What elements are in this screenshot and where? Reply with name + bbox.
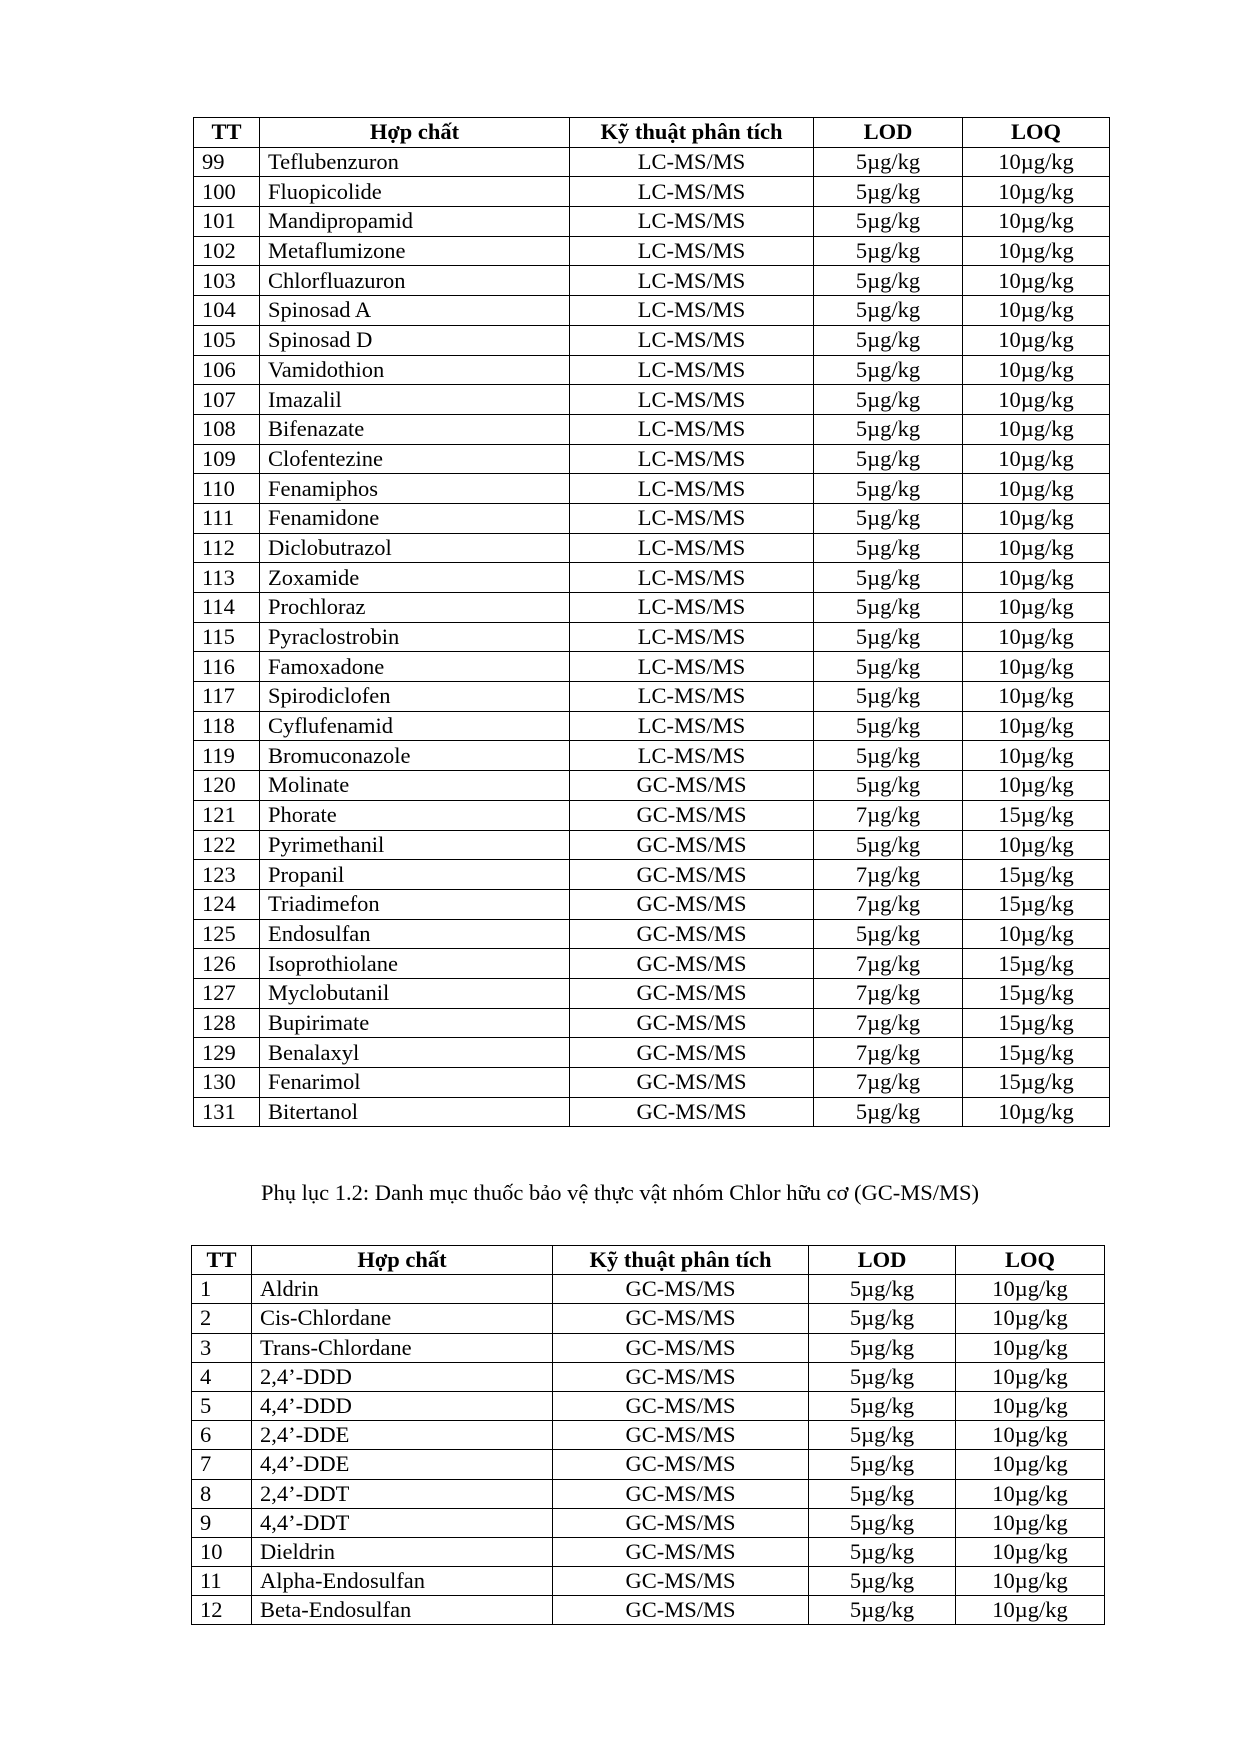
organochlorine-table bbox=[191, 1245, 1105, 1625]
cell-lod: 5µg/kg bbox=[814, 711, 963, 741]
header-lod: LOD bbox=[814, 118, 963, 148]
cell-technique: GC-MS/MS bbox=[553, 1508, 809, 1537]
cell-tt: 10 bbox=[192, 1537, 252, 1566]
cell-compound: Bromuconazole bbox=[260, 741, 570, 771]
table-row bbox=[192, 1567, 1105, 1596]
cell-tt: 128 bbox=[194, 1008, 260, 1038]
cell-lod: 5µg/kg bbox=[814, 266, 963, 296]
cell-technique: LC-MS/MS bbox=[570, 652, 814, 682]
cell-technique: GC-MS/MS bbox=[570, 1038, 814, 1068]
cell-lod: 5µg/kg bbox=[809, 1537, 956, 1566]
cell-loq: 10µg/kg bbox=[963, 266, 1110, 296]
cell-loq: 10µg/kg bbox=[963, 919, 1110, 949]
cell-compound: Prochloraz bbox=[260, 593, 570, 623]
cell-tt: 102 bbox=[194, 236, 260, 266]
table-row bbox=[194, 236, 1110, 266]
table-row bbox=[194, 860, 1110, 890]
cell-compound: Mandipropamid bbox=[260, 207, 570, 237]
cell-technique: LC-MS/MS bbox=[570, 474, 814, 504]
cell-loq: 10µg/kg bbox=[956, 1304, 1105, 1333]
cell-loq: 10µg/kg bbox=[963, 593, 1110, 623]
cell-tt: 126 bbox=[194, 949, 260, 979]
cell-tt: 11 bbox=[192, 1567, 252, 1596]
cell-technique: LC-MS/MS bbox=[570, 741, 814, 771]
cell-loq: 10µg/kg bbox=[963, 414, 1110, 444]
cell-tt: 7 bbox=[192, 1450, 252, 1479]
cell-loq: 10µg/kg bbox=[963, 1097, 1110, 1127]
table-row bbox=[194, 919, 1110, 949]
cell-technique: GC-MS/MS bbox=[570, 771, 814, 801]
cell-compound: Propanil bbox=[260, 860, 570, 890]
cell-loq: 10µg/kg bbox=[963, 682, 1110, 712]
cell-loq: 15µg/kg bbox=[963, 949, 1110, 979]
cell-compound: Teflubenzuron bbox=[260, 147, 570, 177]
cell-loq: 10µg/kg bbox=[963, 771, 1110, 801]
cell-compound: Diclobutrazol bbox=[260, 533, 570, 563]
cell-lod: 5µg/kg bbox=[809, 1333, 956, 1362]
cell-lod: 5µg/kg bbox=[809, 1450, 956, 1479]
table-row bbox=[194, 147, 1110, 177]
cell-lod: 5µg/kg bbox=[814, 355, 963, 385]
cell-lod: 5µg/kg bbox=[814, 652, 963, 682]
cell-compound: Myclobutanil bbox=[260, 978, 570, 1008]
cell-technique: LC-MS/MS bbox=[570, 385, 814, 415]
table-row bbox=[194, 1068, 1110, 1098]
cell-loq: 10µg/kg bbox=[956, 1333, 1105, 1362]
cell-loq: 15µg/kg bbox=[963, 889, 1110, 919]
cell-technique: LC-MS/MS bbox=[570, 147, 814, 177]
cell-lod: 7µg/kg bbox=[814, 1008, 963, 1038]
cell-compound: Bifenazate bbox=[260, 414, 570, 444]
cell-tt: 104 bbox=[194, 296, 260, 326]
table-row bbox=[194, 949, 1110, 979]
table-row bbox=[194, 1008, 1110, 1038]
cell-loq: 10µg/kg bbox=[963, 533, 1110, 563]
table-row bbox=[194, 503, 1110, 533]
cell-tt: 109 bbox=[194, 444, 260, 474]
table-row bbox=[192, 1362, 1105, 1391]
cell-tt: 99 bbox=[194, 147, 260, 177]
cell-loq: 10µg/kg bbox=[963, 741, 1110, 771]
cell-lod: 5µg/kg bbox=[814, 682, 963, 712]
cell-tt: 117 bbox=[194, 682, 260, 712]
table-row bbox=[194, 296, 1110, 326]
cell-lod: 5µg/kg bbox=[814, 919, 963, 949]
cell-tt: 9 bbox=[192, 1508, 252, 1537]
table-row bbox=[194, 414, 1110, 444]
cell-technique: GC-MS/MS bbox=[553, 1421, 809, 1450]
cell-compound: Imazalil bbox=[260, 385, 570, 415]
cell-tt: 3 bbox=[192, 1333, 252, 1362]
cell-lod: 5µg/kg bbox=[809, 1362, 956, 1391]
cell-tt: 107 bbox=[194, 385, 260, 415]
header-technique: Kỹ thuật phân tích bbox=[553, 1246, 809, 1275]
cell-lod: 7µg/kg bbox=[814, 889, 963, 919]
header-compound: Hợp chất bbox=[260, 118, 570, 148]
cell-technique: GC-MS/MS bbox=[570, 1097, 814, 1127]
cell-lod: 5µg/kg bbox=[814, 503, 963, 533]
cell-tt: 114 bbox=[194, 593, 260, 623]
cell-tt: 113 bbox=[194, 563, 260, 593]
cell-lod: 7µg/kg bbox=[814, 1068, 963, 1098]
cell-compound: Fenarimol bbox=[260, 1068, 570, 1098]
cell-tt: 119 bbox=[194, 741, 260, 771]
table-row bbox=[194, 474, 1110, 504]
header-lod: LOD bbox=[809, 1246, 956, 1275]
cell-technique: GC-MS/MS bbox=[553, 1275, 809, 1304]
cell-lod: 5µg/kg bbox=[814, 207, 963, 237]
cell-loq: 10µg/kg bbox=[963, 711, 1110, 741]
cell-technique: GC-MS/MS bbox=[570, 1008, 814, 1038]
cell-technique: GC-MS/MS bbox=[570, 978, 814, 1008]
cell-technique: GC-MS/MS bbox=[570, 1068, 814, 1098]
table-row bbox=[194, 711, 1110, 741]
cell-tt: 115 bbox=[194, 622, 260, 652]
cell-tt: 5 bbox=[192, 1391, 252, 1420]
cell-loq: 10µg/kg bbox=[963, 444, 1110, 474]
table-row bbox=[194, 771, 1110, 801]
cell-loq: 10µg/kg bbox=[963, 622, 1110, 652]
table-row bbox=[194, 622, 1110, 652]
cell-technique: LC-MS/MS bbox=[570, 177, 814, 207]
cell-tt: 106 bbox=[194, 355, 260, 385]
cell-loq: 15µg/kg bbox=[963, 978, 1110, 1008]
table-row bbox=[194, 978, 1110, 1008]
cell-tt: 116 bbox=[194, 652, 260, 682]
cell-tt: 129 bbox=[194, 1038, 260, 1068]
cell-technique: LC-MS/MS bbox=[570, 207, 814, 237]
table-row bbox=[194, 563, 1110, 593]
cell-technique: GC-MS/MS bbox=[570, 800, 814, 830]
cell-compound: Endosulfan bbox=[260, 919, 570, 949]
cell-lod: 7µg/kg bbox=[814, 860, 963, 890]
cell-loq: 10µg/kg bbox=[956, 1479, 1105, 1508]
cell-technique: GC-MS/MS bbox=[570, 830, 814, 860]
cell-technique: GC-MS/MS bbox=[570, 889, 814, 919]
cell-tt: 101 bbox=[194, 207, 260, 237]
cell-lod: 5µg/kg bbox=[814, 414, 963, 444]
cell-compound: 2,4’-DDE bbox=[252, 1421, 553, 1450]
cell-technique: GC-MS/MS bbox=[553, 1450, 809, 1479]
table-row bbox=[194, 207, 1110, 237]
cell-lod: 5µg/kg bbox=[814, 147, 963, 177]
cell-tt: 123 bbox=[194, 860, 260, 890]
cell-lod: 5µg/kg bbox=[814, 622, 963, 652]
cell-tt: 111 bbox=[194, 503, 260, 533]
cell-compound: Spirodiclofen bbox=[260, 682, 570, 712]
table-header-row bbox=[192, 1246, 1105, 1275]
cell-compound: Fluopicolide bbox=[260, 177, 570, 207]
table-row bbox=[194, 682, 1110, 712]
cell-technique: GC-MS/MS bbox=[553, 1537, 809, 1566]
cell-lod: 7µg/kg bbox=[814, 949, 963, 979]
cell-compound: Benalaxyl bbox=[260, 1038, 570, 1068]
cell-tt: 100 bbox=[194, 177, 260, 207]
cell-tt: 121 bbox=[194, 800, 260, 830]
table-row bbox=[192, 1333, 1105, 1362]
cell-loq: 10µg/kg bbox=[956, 1596, 1105, 1625]
cell-tt: 127 bbox=[194, 978, 260, 1008]
cell-loq: 10µg/kg bbox=[956, 1391, 1105, 1420]
cell-lod: 5µg/kg bbox=[809, 1508, 956, 1537]
cell-compound: Spinosad D bbox=[260, 325, 570, 355]
cell-loq: 10µg/kg bbox=[963, 325, 1110, 355]
cell-compound: Clofentezine bbox=[260, 444, 570, 474]
cell-loq: 10µg/kg bbox=[963, 474, 1110, 504]
cell-loq: 15µg/kg bbox=[963, 860, 1110, 890]
cell-tt: 8 bbox=[192, 1479, 252, 1508]
cell-compound: Cyflufenamid bbox=[260, 711, 570, 741]
cell-compound: Phorate bbox=[260, 800, 570, 830]
cell-lod: 5µg/kg bbox=[814, 474, 963, 504]
table-row bbox=[192, 1421, 1105, 1450]
cell-lod: 5µg/kg bbox=[809, 1275, 956, 1304]
cell-technique: LC-MS/MS bbox=[570, 533, 814, 563]
appendix-caption: Phụ lục 1.2: Danh mục thuốc bảo vệ thực vật nhóm Chlor hữu cơ (GC-MS/MS) bbox=[260, 1180, 980, 1205]
cell-technique: GC-MS/MS bbox=[553, 1596, 809, 1625]
table-row bbox=[194, 385, 1110, 415]
cell-loq: 10µg/kg bbox=[956, 1362, 1105, 1391]
cell-tt: 6 bbox=[192, 1421, 252, 1450]
cell-tt: 122 bbox=[194, 830, 260, 860]
table-row bbox=[192, 1391, 1105, 1420]
cell-loq: 10µg/kg bbox=[956, 1508, 1105, 1537]
cell-lod: 5µg/kg bbox=[809, 1304, 956, 1333]
cell-tt: 105 bbox=[194, 325, 260, 355]
cell-compound: 4,4’-DDT bbox=[252, 1508, 553, 1537]
cell-loq: 10µg/kg bbox=[963, 207, 1110, 237]
cell-technique: LC-MS/MS bbox=[570, 355, 814, 385]
cell-compound: Vamidothion bbox=[260, 355, 570, 385]
cell-technique: LC-MS/MS bbox=[570, 296, 814, 326]
cell-technique: GC-MS/MS bbox=[553, 1362, 809, 1391]
header-tt: TT bbox=[192, 1246, 252, 1275]
cell-loq: 10µg/kg bbox=[963, 385, 1110, 415]
cell-technique: GC-MS/MS bbox=[570, 949, 814, 979]
cell-tt: 131 bbox=[194, 1097, 260, 1127]
cell-loq: 10µg/kg bbox=[963, 563, 1110, 593]
cell-loq: 10µg/kg bbox=[956, 1537, 1105, 1566]
table-row bbox=[192, 1450, 1105, 1479]
cell-tt: 1 bbox=[192, 1275, 252, 1304]
cell-technique: LC-MS/MS bbox=[570, 414, 814, 444]
table-row bbox=[194, 1038, 1110, 1068]
cell-loq: 10µg/kg bbox=[956, 1421, 1105, 1450]
cell-tt: 124 bbox=[194, 889, 260, 919]
table-row bbox=[194, 533, 1110, 563]
cell-technique: GC-MS/MS bbox=[570, 860, 814, 890]
pesticide-table-main bbox=[193, 117, 1110, 1127]
cell-tt: 4 bbox=[192, 1362, 252, 1391]
cell-lod: 7µg/kg bbox=[814, 800, 963, 830]
cell-loq: 10µg/kg bbox=[963, 236, 1110, 266]
cell-loq: 10µg/kg bbox=[956, 1275, 1105, 1304]
cell-compound: 4,4’-DDD bbox=[252, 1391, 553, 1420]
cell-compound: 4,4’-DDE bbox=[252, 1450, 553, 1479]
table-row bbox=[192, 1596, 1105, 1625]
cell-lod: 5µg/kg bbox=[814, 533, 963, 563]
cell-loq: 10µg/kg bbox=[963, 652, 1110, 682]
table-row bbox=[194, 741, 1110, 771]
header-loq: LOQ bbox=[956, 1246, 1105, 1275]
cell-lod: 5µg/kg bbox=[809, 1596, 956, 1625]
cell-tt: 112 bbox=[194, 533, 260, 563]
cell-compound: Molinate bbox=[260, 771, 570, 801]
cell-compound: Pyraclostrobin bbox=[260, 622, 570, 652]
cell-lod: 7µg/kg bbox=[814, 978, 963, 1008]
table-row bbox=[194, 266, 1110, 296]
cell-compound: Triadimefon bbox=[260, 889, 570, 919]
cell-tt: 12 bbox=[192, 1596, 252, 1625]
header-compound: Hợp chất bbox=[252, 1246, 553, 1275]
header-technique: Kỹ thuật phân tích bbox=[570, 118, 814, 148]
cell-technique: LC-MS/MS bbox=[570, 593, 814, 623]
cell-compound: Zoxamide bbox=[260, 563, 570, 593]
table-row bbox=[194, 325, 1110, 355]
cell-lod: 5µg/kg bbox=[809, 1567, 956, 1596]
table-row bbox=[194, 1097, 1110, 1127]
cell-tt: 103 bbox=[194, 266, 260, 296]
cell-technique: LC-MS/MS bbox=[570, 682, 814, 712]
header-loq: LOQ bbox=[963, 118, 1110, 148]
cell-compound: Spinosad A bbox=[260, 296, 570, 326]
cell-loq: 10µg/kg bbox=[963, 503, 1110, 533]
table-row bbox=[194, 652, 1110, 682]
table-row bbox=[194, 830, 1110, 860]
cell-loq: 15µg/kg bbox=[963, 800, 1110, 830]
cell-compound: Beta-Endosulfan bbox=[252, 1596, 553, 1625]
cell-tt: 125 bbox=[194, 919, 260, 949]
cell-lod: 5µg/kg bbox=[814, 771, 963, 801]
table-row bbox=[194, 593, 1110, 623]
cell-compound: Bitertanol bbox=[260, 1097, 570, 1127]
cell-loq: 10µg/kg bbox=[956, 1450, 1105, 1479]
cell-technique: GC-MS/MS bbox=[553, 1333, 809, 1362]
table-row bbox=[192, 1508, 1105, 1537]
cell-technique: LC-MS/MS bbox=[570, 266, 814, 296]
cell-technique: LC-MS/MS bbox=[570, 325, 814, 355]
cell-loq: 10µg/kg bbox=[963, 355, 1110, 385]
cell-loq: 15µg/kg bbox=[963, 1068, 1110, 1098]
cell-compound: Chlorfluazuron bbox=[260, 266, 570, 296]
cell-tt: 118 bbox=[194, 711, 260, 741]
cell-loq: 10µg/kg bbox=[963, 830, 1110, 860]
cell-loq: 15µg/kg bbox=[963, 1038, 1110, 1068]
cell-compound: Dieldrin bbox=[252, 1537, 553, 1566]
cell-lod: 5µg/kg bbox=[809, 1421, 956, 1450]
cell-compound: Famoxadone bbox=[260, 652, 570, 682]
cell-technique: GC-MS/MS bbox=[553, 1567, 809, 1596]
cell-lod: 5µg/kg bbox=[814, 296, 963, 326]
header-tt: TT bbox=[194, 118, 260, 148]
cell-lod: 5µg/kg bbox=[809, 1479, 956, 1508]
table-row bbox=[192, 1537, 1105, 1566]
cell-technique: LC-MS/MS bbox=[570, 503, 814, 533]
cell-loq: 15µg/kg bbox=[963, 1008, 1110, 1038]
cell-lod: 5µg/kg bbox=[814, 325, 963, 355]
cell-tt: 110 bbox=[194, 474, 260, 504]
cell-compound: Trans-Chlordane bbox=[252, 1333, 553, 1362]
cell-loq: 10µg/kg bbox=[963, 296, 1110, 326]
table-row bbox=[194, 889, 1110, 919]
cell-tt: 130 bbox=[194, 1068, 260, 1098]
cell-lod: 5µg/kg bbox=[814, 177, 963, 207]
cell-compound: Bupirimate bbox=[260, 1008, 570, 1038]
cell-technique: LC-MS/MS bbox=[570, 236, 814, 266]
table-row bbox=[192, 1479, 1105, 1508]
cell-loq: 10µg/kg bbox=[963, 147, 1110, 177]
cell-technique: LC-MS/MS bbox=[570, 711, 814, 741]
cell-compound: Aldrin bbox=[252, 1275, 553, 1304]
cell-technique: LC-MS/MS bbox=[570, 622, 814, 652]
cell-lod: 5µg/kg bbox=[809, 1391, 956, 1420]
cell-lod: 5µg/kg bbox=[814, 741, 963, 771]
cell-lod: 5µg/kg bbox=[814, 1097, 963, 1127]
cell-lod: 5µg/kg bbox=[814, 444, 963, 474]
table-row bbox=[194, 355, 1110, 385]
cell-lod: 5µg/kg bbox=[814, 830, 963, 860]
cell-lod: 7µg/kg bbox=[814, 1038, 963, 1068]
cell-compound: Cis-Chlordane bbox=[252, 1304, 553, 1333]
cell-lod: 5µg/kg bbox=[814, 236, 963, 266]
table-row bbox=[194, 800, 1110, 830]
cell-lod: 5µg/kg bbox=[814, 593, 963, 623]
table-row bbox=[194, 444, 1110, 474]
table-row bbox=[192, 1304, 1105, 1333]
cell-loq: 10µg/kg bbox=[956, 1567, 1105, 1596]
cell-technique: GC-MS/MS bbox=[553, 1304, 809, 1333]
cell-compound: Metaflumizone bbox=[260, 236, 570, 266]
table-row bbox=[192, 1275, 1105, 1304]
cell-compound: 2,4’-DDD bbox=[252, 1362, 553, 1391]
cell-compound: Fenamiphos bbox=[260, 474, 570, 504]
cell-technique: GC-MS/MS bbox=[570, 919, 814, 949]
cell-technique: GC-MS/MS bbox=[553, 1479, 809, 1508]
cell-lod: 5µg/kg bbox=[814, 385, 963, 415]
cell-compound: Pyrimethanil bbox=[260, 830, 570, 860]
cell-technique: LC-MS/MS bbox=[570, 563, 814, 593]
cell-technique: LC-MS/MS bbox=[570, 444, 814, 474]
cell-tt: 108 bbox=[194, 414, 260, 444]
table-header-row bbox=[194, 118, 1110, 148]
cell-lod: 5µg/kg bbox=[814, 563, 963, 593]
cell-technique: GC-MS/MS bbox=[553, 1391, 809, 1420]
cell-loq: 10µg/kg bbox=[963, 177, 1110, 207]
cell-compound: Fenamidone bbox=[260, 503, 570, 533]
cell-tt: 2 bbox=[192, 1304, 252, 1333]
cell-compound: 2,4’-DDT bbox=[252, 1479, 553, 1508]
table-row bbox=[194, 177, 1110, 207]
cell-compound: Isoprothiolane bbox=[260, 949, 570, 979]
cell-compound: Alpha-Endosulfan bbox=[252, 1567, 553, 1596]
cell-tt: 120 bbox=[194, 771, 260, 801]
